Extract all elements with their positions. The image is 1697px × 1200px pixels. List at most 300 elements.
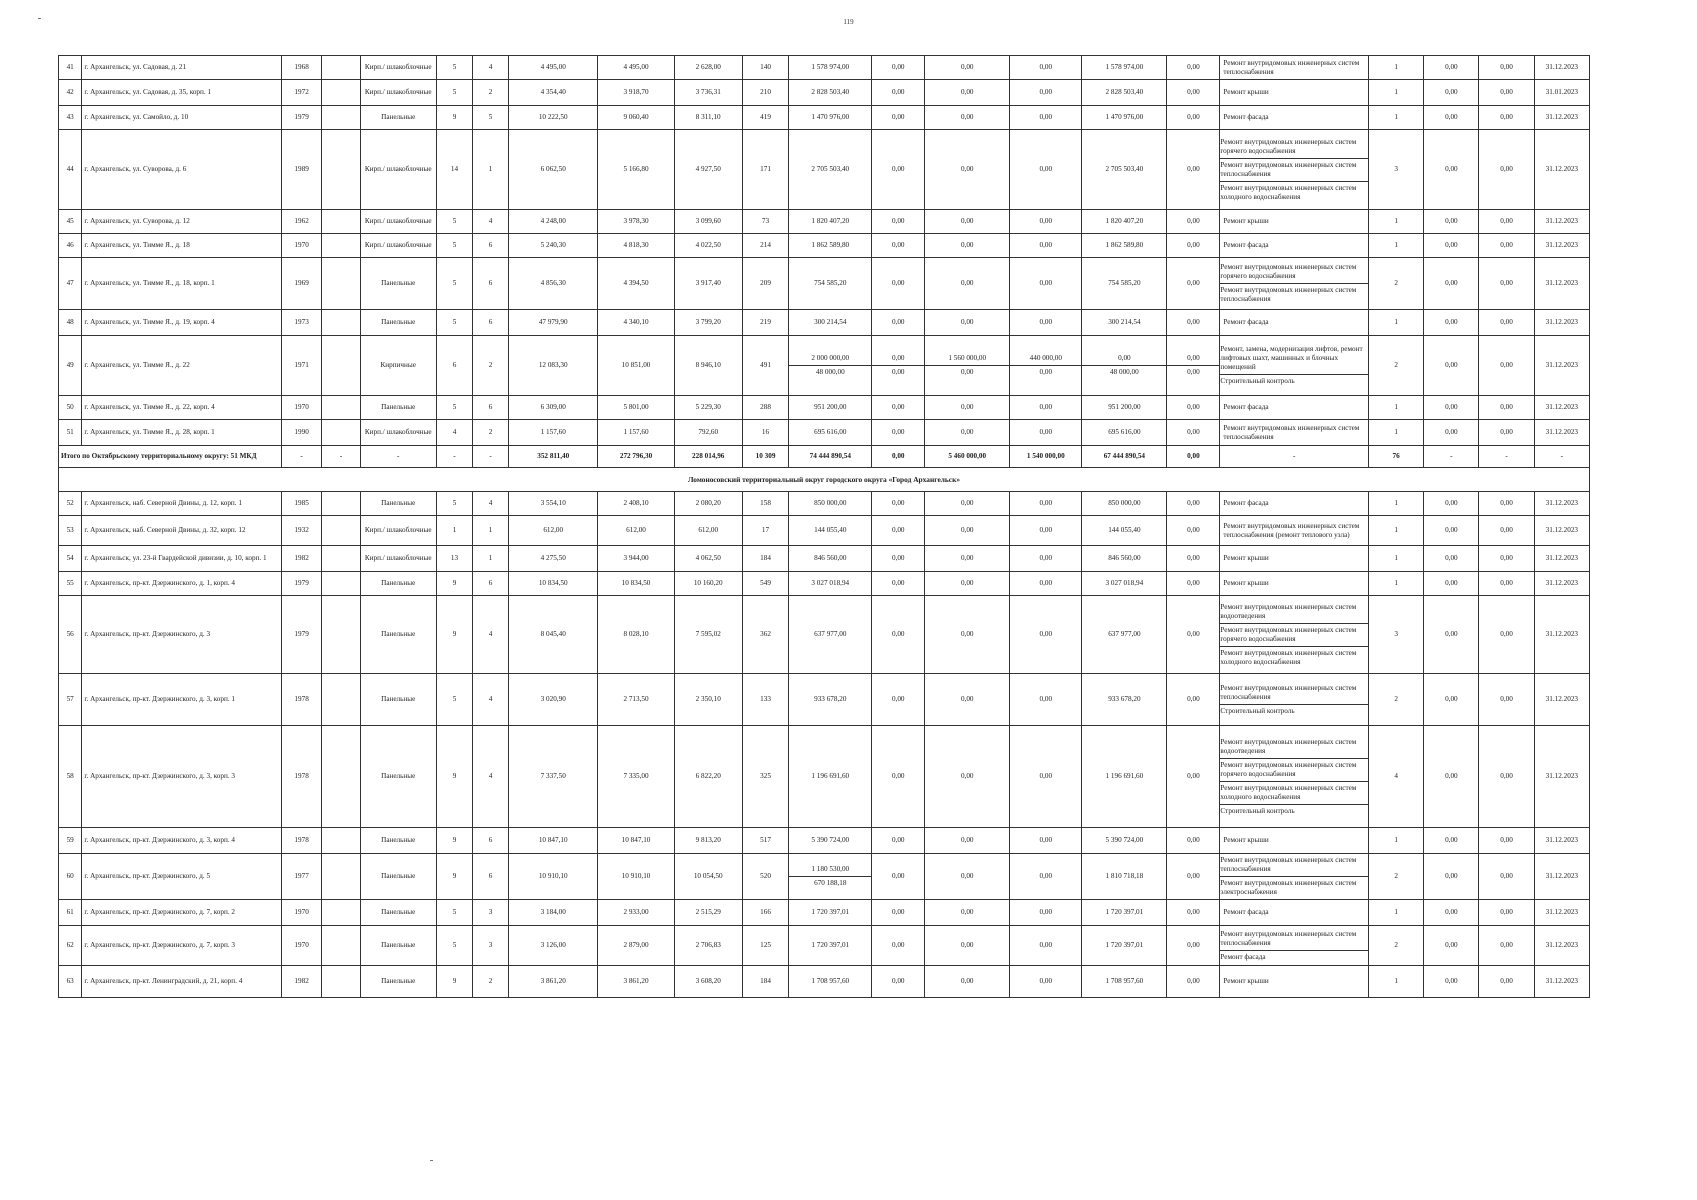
work-type-cell: Ремонт внутридомовых инженерных систем теплоснабжения: [1220, 56, 1369, 80]
works-count-cell: 1: [1369, 210, 1424, 234]
completion-date-cell: 31.12.2023: [1534, 516, 1589, 546]
row-number: 57: [59, 674, 82, 726]
empty-cell: [322, 210, 360, 234]
floors-cell: 9: [436, 828, 472, 854]
fund-cell: 0,00: [872, 854, 925, 900]
fund-cell: 0,00: [925, 516, 1010, 546]
works-count-cell: 1: [1369, 828, 1424, 854]
empty-cell: [322, 926, 360, 966]
fund-cell: 0,00: [1167, 516, 1220, 546]
works-count-cell: 1: [1369, 234, 1424, 258]
fund-cell: 0,00: [1010, 828, 1082, 854]
total-cell: 67 444 890,54: [1082, 446, 1167, 468]
row-number: 62: [59, 926, 82, 966]
wall-material-cell: Панельные: [360, 258, 436, 310]
work-type-cell: Ремонт крыши: [1220, 966, 1369, 998]
residents-cell: 419: [742, 106, 789, 130]
table-row: [59, 900, 1590, 926]
unit-cost-cell: 0,00: [1479, 56, 1534, 80]
area-living-cell: 10 834,50: [598, 572, 674, 596]
area-total-cell: 4 275,50: [509, 546, 598, 572]
fund-cell: 0,00: [925, 310, 1010, 336]
area-total-cell: 7 337,50: [509, 726, 598, 828]
year-cell: 1977: [281, 854, 321, 900]
residents-cell: 125: [742, 926, 789, 966]
floors-cell: 5: [436, 674, 472, 726]
works-count-cell: 2: [1369, 336, 1424, 396]
address-cell: г. Архангельск, пр-кт. Дзержинского, д. 3, корп. 4: [82, 828, 282, 854]
fund-cell: 0,00: [1167, 492, 1220, 516]
works-count-cell: 1: [1369, 106, 1424, 130]
unit-cost-cell: 0,00: [1424, 900, 1479, 926]
row-number: 59: [59, 828, 82, 854]
residents-cell: 549: [742, 572, 789, 596]
table-row: [59, 596, 1590, 674]
wall-material-cell: Панельные: [360, 396, 436, 420]
completion-date-cell: 31.12.2023: [1534, 56, 1589, 80]
empty-cell: [322, 130, 360, 210]
table-row: [59, 420, 1590, 446]
completion-date-cell: 31.12.2023: [1534, 854, 1589, 900]
unit-cost-cell: 0,00: [1424, 726, 1479, 828]
row-number: 56: [59, 596, 82, 674]
floors-cell: 13: [436, 546, 472, 572]
wall-material-cell: Панельные: [360, 726, 436, 828]
empty-cell: [322, 516, 360, 546]
fund-cell: 0,00: [1010, 516, 1082, 546]
total-cell: 352 811,40: [509, 446, 598, 468]
total-cell: -: [281, 446, 321, 468]
works-count-cell: 1: [1369, 80, 1424, 106]
fund-cell: 1 862 589,80: [1082, 234, 1167, 258]
works-count-cell: 4: [1369, 726, 1424, 828]
unit-cost-cell: 0,00: [1424, 546, 1479, 572]
wall-material-cell: Кирпичные: [360, 336, 436, 396]
cost-cell: [789, 336, 872, 396]
wall-material-cell: Кирп./ шлакоблочные: [360, 56, 436, 80]
fund-cell: 0,00: [1010, 674, 1082, 726]
year-cell: 1971: [281, 336, 321, 396]
completion-date-cell: 31.12.2023: [1534, 420, 1589, 446]
area-total-cell: 3 861,20: [509, 966, 598, 998]
fund-cell: 0,00: [925, 80, 1010, 106]
area-total-cell: 3 184,00: [509, 900, 598, 926]
year-cell: 1978: [281, 674, 321, 726]
area-living-cell: 4 394,50: [598, 258, 674, 310]
completion-date-cell: 31.12.2023: [1534, 926, 1589, 966]
residents-cell: 491: [742, 336, 789, 396]
fund-cell: 0,00: [925, 966, 1010, 998]
entrances-cell: 6: [473, 828, 509, 854]
floors-cell: 5: [436, 210, 472, 234]
fund-cell-part: 48 000,00: [1109, 368, 1139, 376]
table-row: [59, 516, 1590, 546]
fund-cell: 951 200,00: [1082, 396, 1167, 420]
works-count-cell: 2: [1369, 674, 1424, 726]
wall-material-cell: Панельные: [360, 828, 436, 854]
cost-cell: 695 616,00: [789, 420, 872, 446]
fund-cell: 0,00: [872, 674, 925, 726]
fund-cell: 0,00: [925, 492, 1010, 516]
cost-cell: 846 560,00: [789, 546, 872, 572]
table-row: [59, 56, 1590, 80]
area-living-cell: 2 933,00: [598, 900, 674, 926]
fund-cell: 0,00: [925, 396, 1010, 420]
fund-cell: 0,00: [872, 234, 925, 258]
work-type-cell-part: Ремонт внутридомовых инженерных систем горячего водоснабжения: [1220, 136, 1369, 159]
work-type-cell: [1220, 854, 1369, 900]
table-row: [59, 210, 1590, 234]
address-cell: г. Архангельск, ул. Тимме Я., д. 22, корп. 4: [82, 396, 282, 420]
fund-cell: 0,00: [872, 900, 925, 926]
year-cell: 1970: [281, 926, 321, 966]
fund-cell: 0,00: [1010, 596, 1082, 674]
fund-cell: 0,00: [872, 56, 925, 80]
entrances-cell: 3: [473, 900, 509, 926]
area-owned-cell: 612,00: [674, 516, 742, 546]
scan-mark: [38, 18, 41, 19]
floors-cell: 4: [436, 420, 472, 446]
floors-cell: 5: [436, 900, 472, 926]
address-cell: г. Архангельск, ул. Тимме Я., д. 22: [82, 336, 282, 396]
cost-cell: 637 977,00: [789, 596, 872, 674]
work-type-cell: Ремонт фасада: [1220, 106, 1369, 130]
fund-cell: 5 390 724,00: [1082, 828, 1167, 854]
total-cell: 74 444 890,54: [789, 446, 872, 468]
fund-cell-part: 0,00: [960, 368, 974, 376]
area-living-cell: 7 335,00: [598, 726, 674, 828]
floors-cell: 5: [436, 396, 472, 420]
entrances-cell: 1: [473, 130, 509, 210]
area-total-cell: 10 222,50: [509, 106, 598, 130]
fund-cell: 0,00: [1167, 258, 1220, 310]
fund-cell: 1 708 957,60: [1082, 966, 1167, 998]
area-living-cell: 3 978,30: [598, 210, 674, 234]
fund-cell: 0,00: [1010, 310, 1082, 336]
table-row: [59, 966, 1590, 998]
area-owned-cell: 5 229,30: [674, 396, 742, 420]
fund-cell: 0,00: [872, 210, 925, 234]
total-cell: 10 309: [742, 446, 789, 468]
fund-cell: 0,00: [1010, 546, 1082, 572]
empty-cell: [322, 492, 360, 516]
work-type-cell-part: Ремонт фасада: [1220, 952, 1266, 961]
work-type-cell-part: Ремонт внутридомовых инженерных систем холодного водоснабжения: [1220, 183, 1357, 201]
unit-cost-cell: 0,00: [1424, 336, 1479, 396]
fund-cell-part: 1 560 000,00: [925, 352, 1010, 366]
completion-date-cell: 31.12.2023: [1534, 258, 1589, 310]
entrances-cell: 4: [473, 726, 509, 828]
address-cell: г. Архангельск, ул. Тимме Я., д. 18, корп. 1: [82, 258, 282, 310]
repair-register-table: [58, 55, 1590, 998]
area-total-cell: 47 979,90: [509, 310, 598, 336]
completion-date-cell: 31.12.2023: [1534, 310, 1589, 336]
work-type-cell-part: Ремонт внутридомовых инженерных систем горячего водоснабжения: [1220, 261, 1369, 284]
fund-cell: 0,00: [925, 674, 1010, 726]
fund-cell: 1 820 407,20: [1082, 210, 1167, 234]
floors-cell: 1: [436, 516, 472, 546]
work-type-cell: Ремонт фасада: [1220, 900, 1369, 926]
total-cell: 0,00: [872, 446, 925, 468]
cost-cell: 2 705 503,40: [789, 130, 872, 210]
fund-cell: 0,00: [1167, 674, 1220, 726]
area-owned-cell: 9 813,20: [674, 828, 742, 854]
fund-cell: 0,00: [925, 234, 1010, 258]
fund-cell: 0,00: [872, 828, 925, 854]
unit-cost-cell: 0,00: [1424, 926, 1479, 966]
row-number: 63: [59, 966, 82, 998]
year-cell: 1985: [281, 492, 321, 516]
unit-cost-cell: 0,00: [1479, 310, 1534, 336]
table-row: [59, 828, 1590, 854]
entrances-cell: 2: [473, 80, 509, 106]
wall-material-cell: Панельные: [360, 106, 436, 130]
table-row: [59, 234, 1590, 258]
fund-cell: 0,00: [1167, 596, 1220, 674]
work-type-cell: Ремонт крыши: [1220, 210, 1369, 234]
cost-cell: 951 200,00: [789, 396, 872, 420]
completion-date-cell: 31.12.2023: [1534, 900, 1589, 926]
unit-cost-cell: 0,00: [1424, 56, 1479, 80]
year-cell: 1982: [281, 966, 321, 998]
works-count-cell: 1: [1369, 492, 1424, 516]
floors-cell: 9: [436, 854, 472, 900]
fund-cell: 0,00: [872, 926, 925, 966]
row-number: 46: [59, 234, 82, 258]
area-living-cell: 8 028,10: [598, 596, 674, 674]
fund-cell: 0,00: [925, 854, 1010, 900]
empty-cell: [322, 56, 360, 80]
entrances-cell: 6: [473, 310, 509, 336]
year-cell: 1978: [281, 726, 321, 828]
wall-material-cell: Кирп./ шлакоблочные: [360, 420, 436, 446]
fund-cell: [1010, 336, 1082, 396]
fund-cell: 0,00: [1167, 900, 1220, 926]
area-owned-cell: 3 099,60: [674, 210, 742, 234]
cost-cell: 754 585,20: [789, 258, 872, 310]
completion-date-cell: 31.12.2023: [1534, 234, 1589, 258]
unit-cost-cell: 0,00: [1479, 258, 1534, 310]
work-type-cell: Ремонт фасада: [1220, 234, 1369, 258]
work-type-cell-part: Ремонт внутридомовых инженерных систем теплоснабжения: [1220, 682, 1369, 705]
entrances-cell: 6: [473, 396, 509, 420]
area-total-cell: 1 157,60: [509, 420, 598, 446]
cost-cell: 5 390 724,00: [789, 828, 872, 854]
empty-cell: [322, 420, 360, 446]
work-type-cell-part: Ремонт внутридомовых инженерных систем водоотведения: [1220, 601, 1369, 624]
unit-cost-cell: 0,00: [1479, 130, 1534, 210]
area-living-cell: 5 801,00: [598, 396, 674, 420]
year-cell: 1979: [281, 106, 321, 130]
work-type-cell: [1220, 130, 1369, 210]
table-row: [59, 336, 1590, 396]
residents-cell: 325: [742, 726, 789, 828]
area-owned-cell: 792,60: [674, 420, 742, 446]
works-count-cell: 1: [1369, 966, 1424, 998]
floors-cell: 5: [436, 310, 472, 336]
table-row: [59, 310, 1590, 336]
row-number: 48: [59, 310, 82, 336]
address-cell: г. Архангельск, пр-кт. Дзержинского, д. 1, корп. 4: [82, 572, 282, 596]
address-cell: г. Архангельск, ул. Садовая, д. 35, корп. 1: [82, 80, 282, 106]
fund-cell: 0,00: [872, 310, 925, 336]
residents-cell: 133: [742, 674, 789, 726]
fund-cell: 0,00: [872, 516, 925, 546]
table-row: [59, 854, 1590, 900]
residents-cell: 517: [742, 828, 789, 854]
total-cell: 272 796,30: [598, 446, 674, 468]
work-type-cell: Ремонт крыши: [1220, 572, 1369, 596]
completion-date-cell: 31.12.2023: [1534, 106, 1589, 130]
unit-cost-cell: 0,00: [1479, 492, 1534, 516]
work-type-cell-part: Ремонт внутридомовых инженерных систем электроснабжения: [1220, 879, 1357, 896]
entrances-cell: 2: [473, 420, 509, 446]
fund-cell: 2 828 503,40: [1082, 80, 1167, 106]
area-total-cell: 10 847,10: [509, 828, 598, 854]
empty-cell: [322, 828, 360, 854]
fund-cell: 0,00: [1167, 926, 1220, 966]
entrances-cell: 1: [473, 516, 509, 546]
area-living-cell: 9 060,40: [598, 106, 674, 130]
year-cell: 1972: [281, 80, 321, 106]
wall-material-cell: Панельные: [360, 926, 436, 966]
area-total-cell: 12 083,30: [509, 336, 598, 396]
fund-cell-part: 440 000,00: [1010, 352, 1082, 366]
empty-cell: [322, 596, 360, 674]
fund-cell-part: 0,00: [1167, 352, 1220, 366]
rows-october-district: [59, 56, 1590, 446]
fund-cell: 0,00: [1167, 420, 1220, 446]
row-number: 49: [59, 336, 82, 396]
empty-cell: [322, 854, 360, 900]
area-owned-cell: 2 706,83: [674, 926, 742, 966]
residents-cell: 219: [742, 310, 789, 336]
address-cell: г. Архангельск, пр-кт. Дзержинского, д. 3, корп. 1: [82, 674, 282, 726]
fund-cell: 1 470 976,00: [1082, 106, 1167, 130]
total-cell: -: [360, 446, 436, 468]
fund-cell: 0,00: [872, 396, 925, 420]
cost-cell: 144 055,40: [789, 516, 872, 546]
row-number: 60: [59, 854, 82, 900]
work-type-cell-part: Строительный контроль: [1220, 706, 1295, 715]
fund-cell: 0,00: [925, 596, 1010, 674]
completion-date-cell: 31.12.2023: [1534, 492, 1589, 516]
row-number: 43: [59, 106, 82, 130]
empty-cell: [322, 234, 360, 258]
work-type-cell-part: Ремонт внутридомовых инженерных систем теплоснабжения: [1220, 854, 1369, 877]
entrances-cell: 2: [473, 966, 509, 998]
fund-cell: 0,00: [925, 420, 1010, 446]
work-type-cell-part: Ремонт внутридомовых инженерных систем холодного водоснабжения: [1220, 782, 1369, 805]
area-living-cell: 5 166,80: [598, 130, 674, 210]
row-number: 55: [59, 572, 82, 596]
wall-material-cell: Кирп./ шлакоблочные: [360, 516, 436, 546]
unit-cost-cell: 0,00: [1424, 80, 1479, 106]
fund-cell: 0,00: [872, 726, 925, 828]
floors-cell: 9: [436, 596, 472, 674]
fund-cell: 1 720 397,01: [1082, 926, 1167, 966]
year-cell: 1978: [281, 828, 321, 854]
table-row: [59, 926, 1590, 966]
unit-cost-cell: 0,00: [1479, 106, 1534, 130]
works-count-cell: 1: [1369, 310, 1424, 336]
unit-cost-cell: 0,00: [1424, 828, 1479, 854]
floors-cell: 9: [436, 966, 472, 998]
row-number: 54: [59, 546, 82, 572]
floors-cell: 9: [436, 726, 472, 828]
cost-cell: 1 470 976,00: [789, 106, 872, 130]
address-cell: г. Архангельск, пр-кт. Ленинградский, д. 21, корп. 4: [82, 966, 282, 998]
residents-cell: 184: [742, 966, 789, 998]
works-count-cell: 2: [1369, 854, 1424, 900]
work-type-cell-part: Ремонт внутридомовых инженерных систем теплоснабжения: [1220, 286, 1357, 303]
address-cell: г. Архангельск, наб. Северной Двины, д. 32, корп. 12: [82, 516, 282, 546]
address-cell: г. Архангельск, ул. Тимме Я., д. 28, корп. 1: [82, 420, 282, 446]
area-living-cell: 1 157,60: [598, 420, 674, 446]
fund-cell-part: 0,00: [872, 352, 925, 366]
fund-cell: 0,00: [1010, 106, 1082, 130]
cost-cell-part: 670 188,18: [814, 879, 847, 887]
cost-cell: 1 862 589,80: [789, 234, 872, 258]
floors-cell: 5: [436, 234, 472, 258]
table-row: [59, 492, 1590, 516]
fund-cell: 0,00: [872, 258, 925, 310]
residents-cell: 214: [742, 234, 789, 258]
table-row: [59, 106, 1590, 130]
floors-cell: 5: [436, 80, 472, 106]
fund-cell: 0,00: [872, 492, 925, 516]
unit-cost-cell: 0,00: [1424, 854, 1479, 900]
wall-material-cell: Кирп./ шлакоблочные: [360, 80, 436, 106]
unit-cost-cell: 0,00: [1424, 130, 1479, 210]
residents-cell: 158: [742, 492, 789, 516]
year-cell: 1969: [281, 258, 321, 310]
table-row: [59, 396, 1590, 420]
address-cell: г. Архангельск, пр-кт. Дзержинского, д. 3: [82, 596, 282, 674]
work-type-cell: Ремонт крыши: [1220, 546, 1369, 572]
address-cell: г. Архангельск, ул. Суворова, д. 12: [82, 210, 282, 234]
fund-cell: 0,00: [1167, 854, 1220, 900]
fund-cell: 0,00: [872, 596, 925, 674]
works-count-cell: 1: [1369, 516, 1424, 546]
row-number: 61: [59, 900, 82, 926]
fund-cell: 0,00: [872, 420, 925, 446]
area-owned-cell: 2 080,20: [674, 492, 742, 516]
fund-cell: 0,00: [1010, 900, 1082, 926]
completion-date-cell: 31.12.2023: [1534, 726, 1589, 828]
entrances-cell: 6: [473, 854, 509, 900]
cost-cell: 850 000,00: [789, 492, 872, 516]
year-cell: 1990: [281, 420, 321, 446]
floors-cell: 5: [436, 926, 472, 966]
fund-cell: 846 560,00: [1082, 546, 1167, 572]
area-owned-cell: 3 736,31: [674, 80, 742, 106]
fund-cell: 0,00: [1010, 396, 1082, 420]
residents-cell: 288: [742, 396, 789, 420]
area-living-cell: 3 918,70: [598, 80, 674, 106]
empty-cell: [322, 572, 360, 596]
empty-cell: [322, 336, 360, 396]
year-cell: 1989: [281, 130, 321, 210]
works-count-cell: 3: [1369, 130, 1424, 210]
works-count-cell: 1: [1369, 420, 1424, 446]
fund-cell: 0,00: [1167, 310, 1220, 336]
address-cell: г. Архангельск, ул. Садовая, д. 21: [82, 56, 282, 80]
fund-cell: 0,00: [925, 726, 1010, 828]
area-total-cell: 3 126,00: [509, 926, 598, 966]
floors-cell: 6: [436, 336, 472, 396]
work-type-cell-part: Ремонт внутридомовых инженерных систем горячего водоснабжения: [1220, 759, 1369, 782]
